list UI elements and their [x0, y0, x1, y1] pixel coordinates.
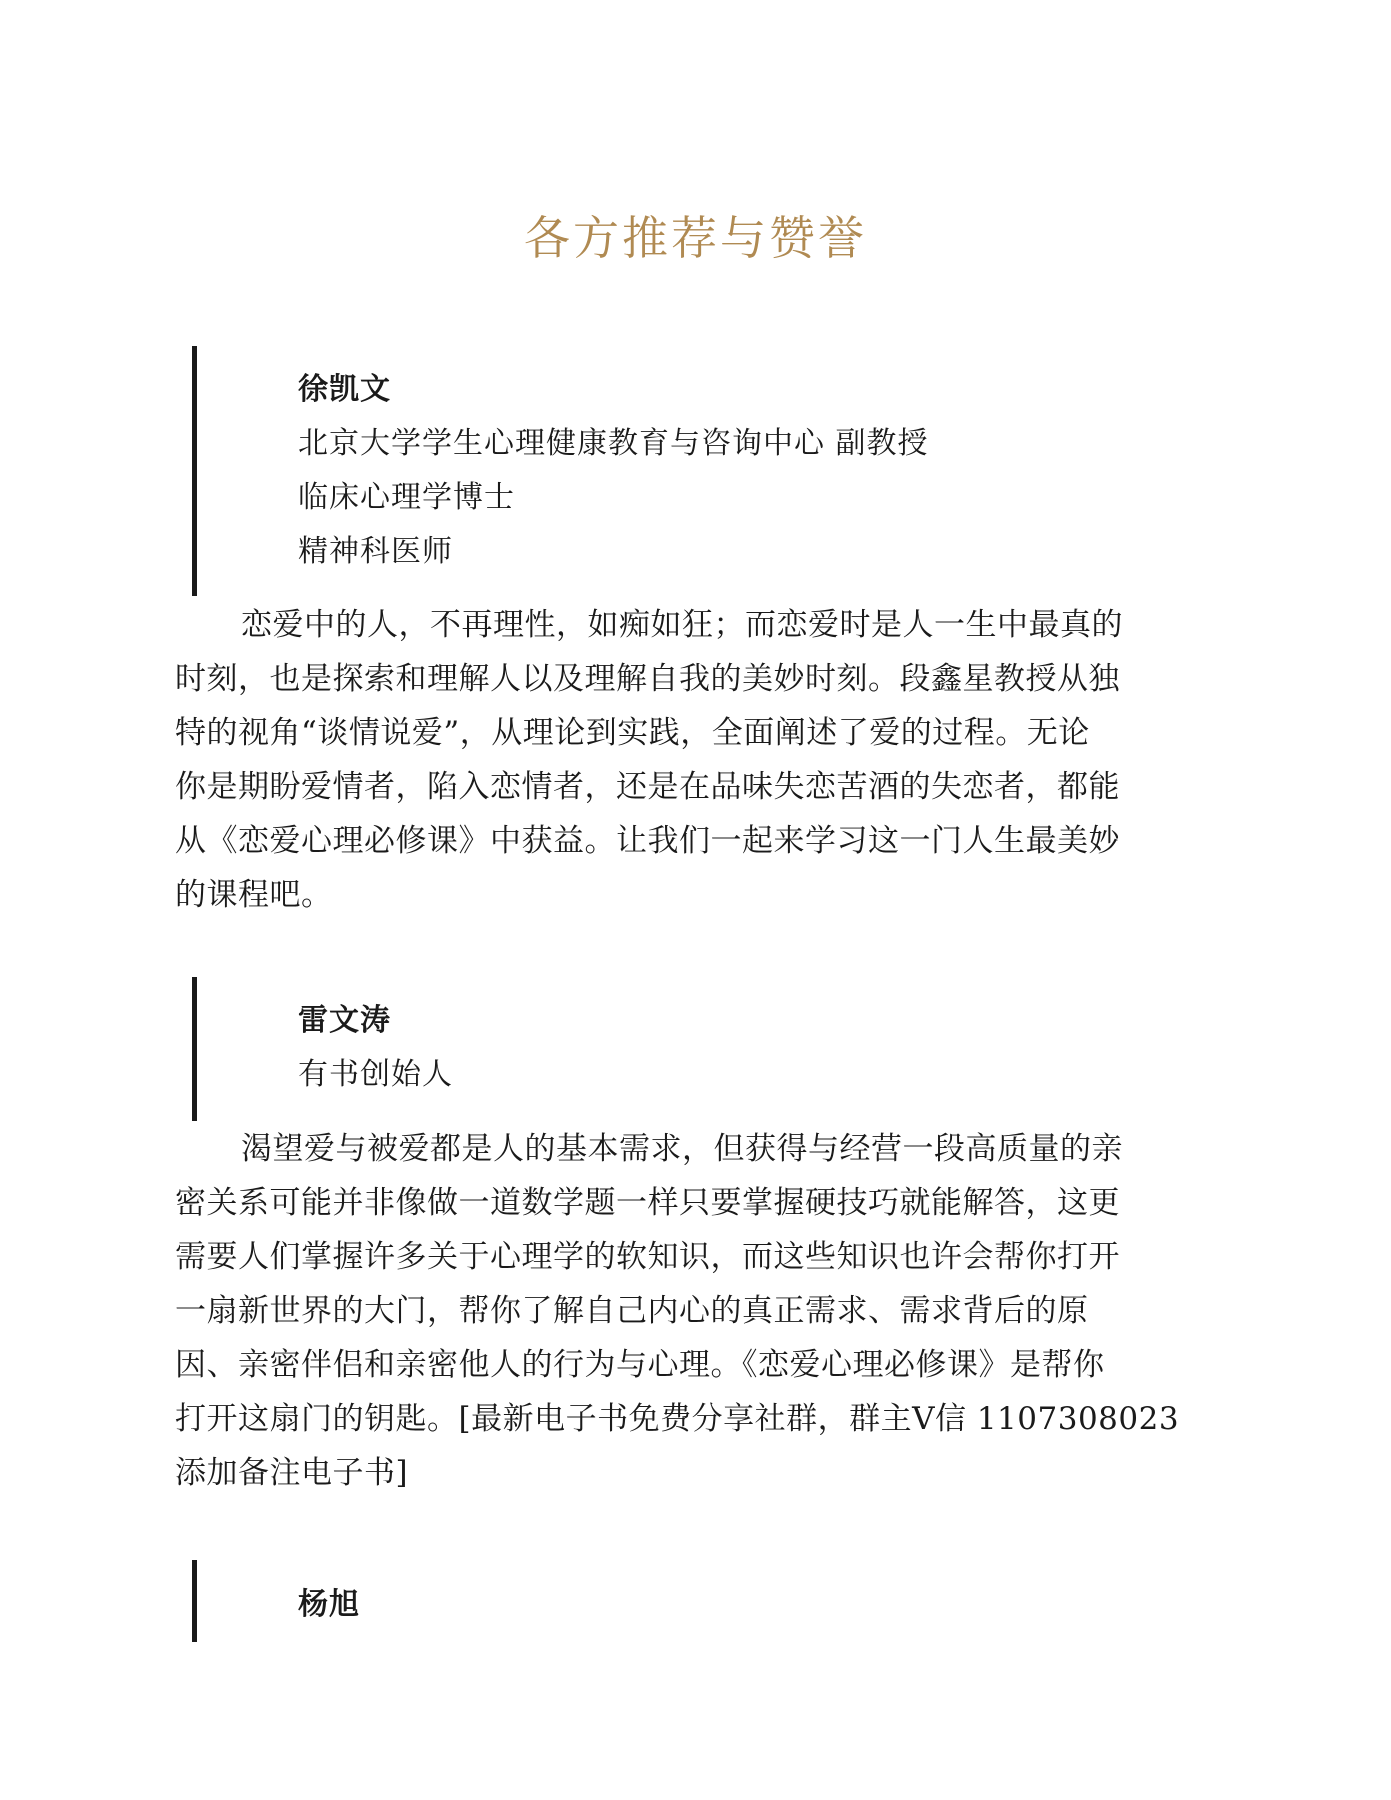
author-title: 精神科医师	[298, 534, 453, 569]
author-title: 北京大学学生心理健康教育与咨询中心 副教授	[298, 426, 929, 461]
quote-line: 恋爱中的人，不再理性，如痴如狂；而恋爱时是人一生中最真的	[241, 607, 1123, 643]
quote-line: 添加备注电子书]	[175, 1455, 409, 1491]
endorsement-quote	[175, 1122, 1215, 1500]
endorsement-divider-bar	[192, 346, 197, 596]
quote-line: 打开这扇门的钥匙。[最新电子书免费分享社群，群主V信 1107308023	[175, 1401, 1180, 1437]
quote-line: 因、亲密伴侣和亲密他人的行为与心理。《恋爱心理必修课》是帮你	[175, 1347, 1105, 1383]
author-name: 雷文涛	[298, 1003, 391, 1038]
quote-line: 时刻，也是探索和理解人以及理解自我的美妙时刻。段鑫星教授从独	[175, 661, 1120, 697]
endorsement-author	[298, 1578, 360, 1632]
endorsement-quote	[175, 598, 1215, 922]
quote-line: 的课程吧。	[175, 877, 333, 913]
author-title: 有书创始人	[298, 1057, 453, 1092]
quote-line: 密关系可能并非像做一道数学题一样只要掌握硬技巧就能解答，这更	[175, 1185, 1120, 1221]
endorsement-divider-bar	[192, 1560, 197, 1642]
quote-line: 渴望爱与被爱都是人的基本需求，但获得与经营一段高质量的亲	[241, 1131, 1123, 1167]
quote-line: 特的视角“谈情说爱”，从理论到实践，全面阐述了爱的过程。无论	[175, 715, 1090, 751]
endorsement-divider-bar	[192, 977, 197, 1121]
quote-line: 一扇新世界的大门，帮你了解自己内心的真正需求、需求背后的原	[175, 1293, 1089, 1329]
quote-line: 需要人们掌握许多关于心理学的软知识，而这些知识也许会帮你打开	[175, 1239, 1120, 1275]
author-title: 临床心理学博士	[298, 480, 515, 515]
author-name: 徐凯文	[298, 372, 391, 407]
page-title: 各方推荐与赞誉	[524, 211, 867, 265]
quote-line: 从《恋爱心理必修课》中获益。让我们一起来学习这一门人生最美妙	[175, 823, 1120, 859]
author-name: 杨旭	[298, 1587, 360, 1622]
quote-line: 你是期盼爱情者，陷入恋情者，还是在品味失恋苦酒的失恋者，都能	[175, 769, 1120, 805]
endorsement-author	[298, 994, 453, 1102]
endorsement-author	[298, 363, 929, 579]
